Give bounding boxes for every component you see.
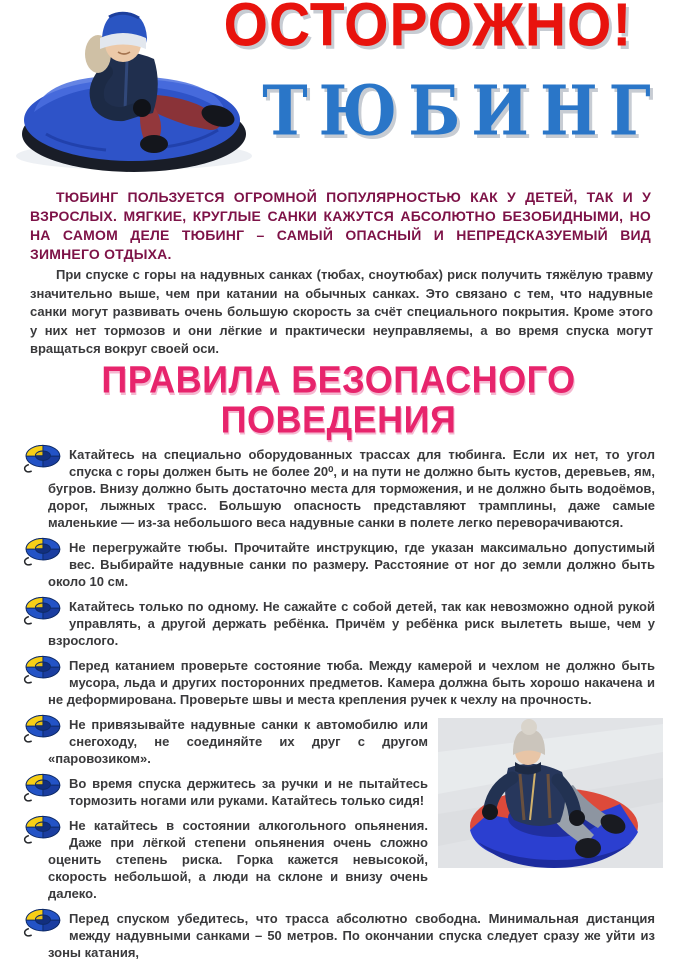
intro-lead-paragraph: ТЮБИНГ ПОЛЬЗУЕТСЯ ОГРОМНОЙ ПОПУЛЯРНОСТЬЮ КАК У ДЕТЕЙ, ТАК И У ВЗРОСЛЫХ. МЯГКИЕ, КРУГЛЫЕ САНКИ КАЖУТСЯ АБСОЛЮТНО БЕЗОБИДНЫМИ, НО НА САМОМ ДЕЛЕ ТЮБИНГ – САМЫЙ ОПАСНЫЙ И НЕПРЕДСКАЗУЕМЫЙ ВИД ЗИМНЕГО ОТДЫХА.: [30, 189, 651, 262]
rule-text: Не привязывайте надувные санки к автомобилю или снегоходу, не соединяйте их друг с другом «паровозиком».: [48, 716, 428, 766]
rule-item-3: [48, 598, 655, 649]
rule-text: Перед спуском убедитесь, что трасса абсолютно свободна. Минимальная дистанция между надувными санками – 50 метров. По окончании спуска следует сразу же уйти из зоны катания,: [48, 910, 655, 960]
snow-tube-icon: [21, 775, 63, 793]
rule-text: Во время спуска держитесь за ручки и не пытайтесь тормозить ногами или руками. Катайтесь только сидя!: [69, 775, 428, 808]
snow-tube-icon: [21, 539, 63, 557]
warning-title: ОСТОРОЖНО!: [223, 0, 633, 60]
snow-tube-icon: [21, 716, 63, 734]
snow-tube-icon: [21, 446, 63, 464]
photo-person-on-snow-tube: [438, 718, 663, 868]
rule-item-2: [48, 539, 655, 590]
tubing-title: ТЮБИНГ: [262, 71, 662, 152]
rule-text: Катайтесь только по одному. Не сажайте с собой детей, так как невозможно одной рукой управлять, а другой держать ребёнка. Причём у ребёнка риск вылететь выше, чем у взрослого.: [48, 598, 655, 648]
person-on-tube-illustration: [438, 718, 663, 868]
rule-item-4: [48, 657, 655, 708]
rule-text: Катайтесь на специально оборудованных трассах для тюбинга. Если их нет, то угол спуска с горы должен быть не более 20⁰, и на пути не должно быть кустов, деревьев, ям, бугров. Внизу должно быть достаточно места для торможения, и не должно быть водоёмов, дорог, лыжных трасс. Большую опасность представляют трамплины, даже самые маленькие — из-за небольшого веса надувные санки в полете легко переворачиваются.: [48, 446, 655, 530]
rule-item-8: [48, 910, 655, 961]
rule-text: Не катайтесь в состоянии алкогольного опьянения. Даже при лёгкой степени опьянения очень сложно оценить степень риска. Горка кажется невысокой, скорость небольшой, а люди на склоне и внизу очень далеко.: [48, 817, 428, 901]
rule-text: Перед катанием проверьте состояние тюба. Между камерой и чехлом не должно быть мусора, льда и других посторонних предметов. Камера должна быть хорошо накачена и не деформирована. Проверьте швы и места крепления ручек к чехлу на прочность.: [48, 657, 655, 707]
hero-section: [0, 0, 677, 176]
rules-heading: ПРАВИЛА БЕЗОПАСНОГО ПОВЕДЕНИЯ: [101, 357, 576, 441]
intro-body-paragraph: При спуске с горы на надувных санках (тюбах, сноутюбах) риск получить тяжёлую травму значительно выше, чем при катании на обычных санках. Это связано с тем, что надувные санки могут развивать очень большую скорость за счёт специального покрытия. Кроме этого у них нет тормозов и они лёгкие и практически неуправляемы, а во время спуска могут вращаться вокруг своей оси.: [30, 267, 653, 356]
snow-tube-icon: [21, 817, 63, 835]
snow-tube-icon: [21, 598, 63, 616]
snow-tube-icon: [21, 657, 63, 675]
rules-list: [0, 446, 677, 961]
rules-lower-section: [0, 716, 677, 961]
rule-text: Не перегружайте тюбы. Прочитайте инструкцию, где указан максимально допустимый вес. Выбирайте надувные санки по размеру. Расстояние от ног до земли должно быть около 10 см.: [48, 539, 655, 589]
snow-tube-icon: [21, 910, 63, 928]
rule-item-1: [48, 446, 655, 531]
